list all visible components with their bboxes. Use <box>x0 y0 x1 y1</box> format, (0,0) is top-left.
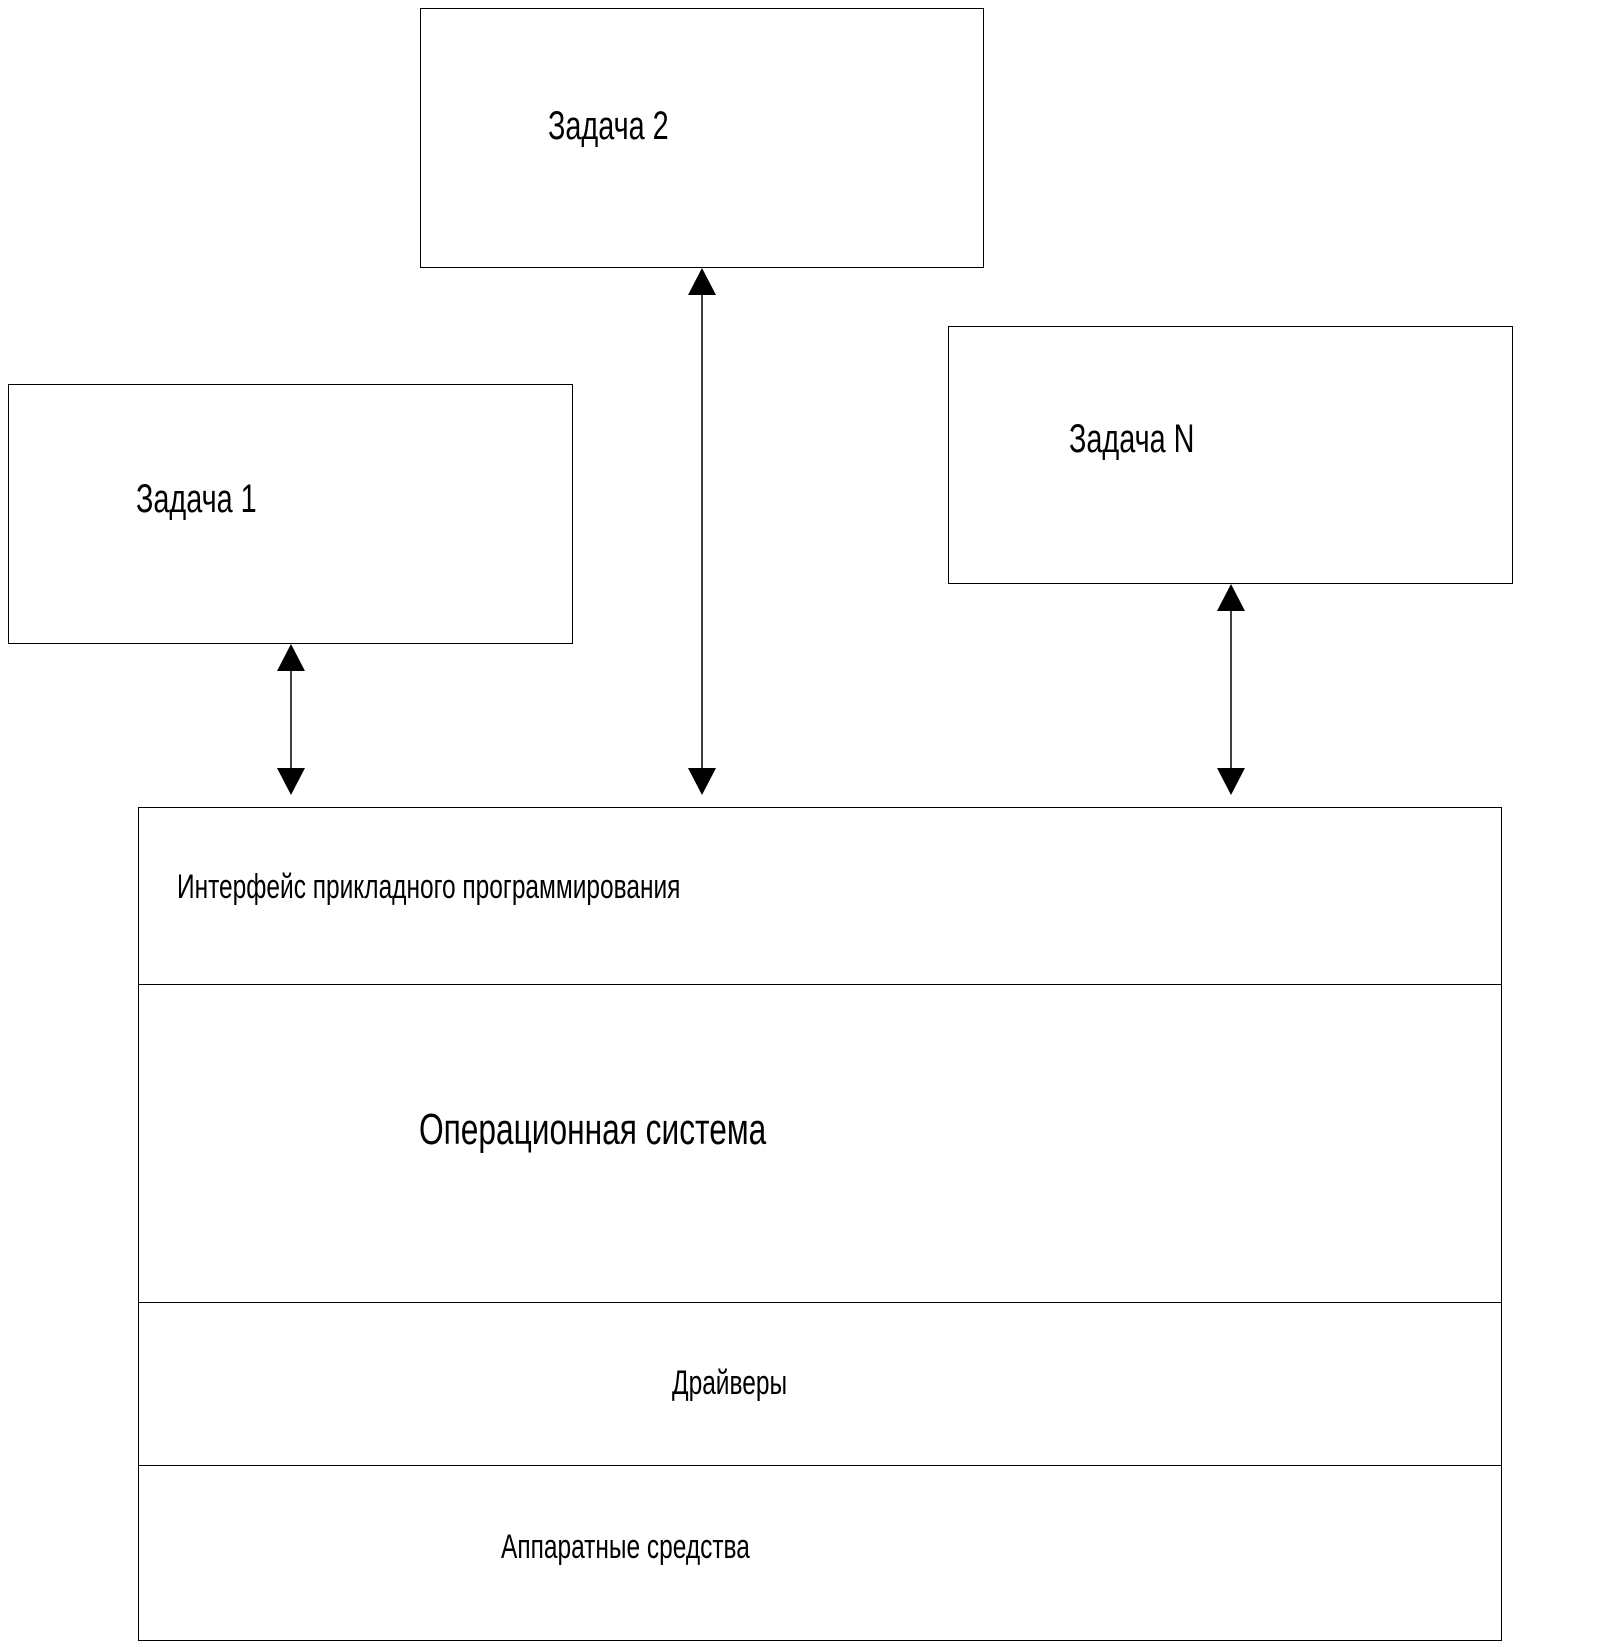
arrow-head-up-icon <box>688 268 716 295</box>
arrow-head-down-icon <box>277 768 305 795</box>
os-layer <box>139 985 1501 1302</box>
arrow-head-down-icon <box>688 768 716 795</box>
api-layer-label: Интерфейс прикладного программирования <box>177 868 681 906</box>
task-2-label: Задача 2 <box>548 104 669 148</box>
hardware-layer-label: Аппаратные средства <box>501 1528 750 1566</box>
os-layer-label: Операционная система <box>419 1105 767 1154</box>
task-1-label: Задача 1 <box>136 477 257 521</box>
arrow-task-1-to-api <box>277 644 305 795</box>
arrow-task-2-to-api <box>688 268 716 795</box>
arrow-head-down-icon <box>1217 768 1245 795</box>
drivers-layer-label: Драйверы <box>672 1364 788 1402</box>
hardware-layer <box>139 1466 1501 1640</box>
drivers-layer <box>139 1303 1501 1465</box>
system-stack <box>138 807 1502 1641</box>
api-layer <box>139 808 1501 984</box>
arrow-head-up-icon <box>277 644 305 671</box>
arrow-task-n-to-api <box>1217 584 1245 795</box>
arrow-head-up-icon <box>1217 584 1245 611</box>
task-n-label: Задача N <box>1069 417 1195 461</box>
